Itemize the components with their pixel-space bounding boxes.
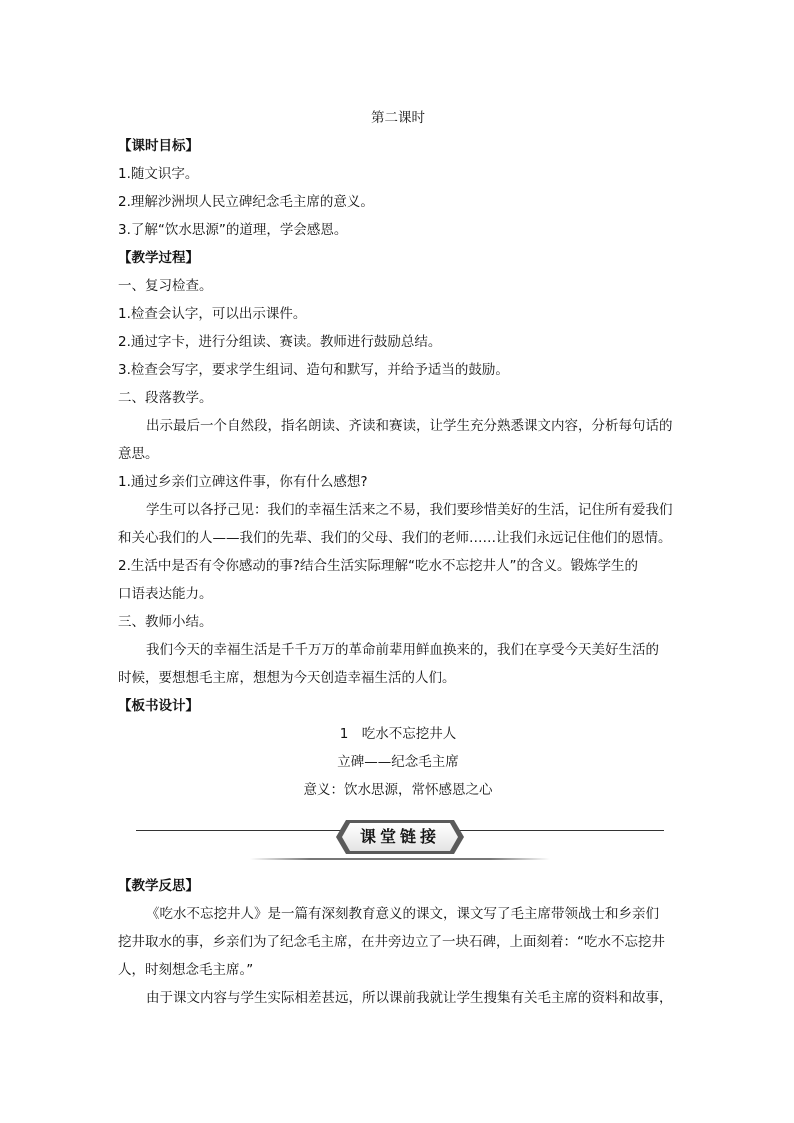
review-heading: 一、复习检查。 bbox=[118, 278, 213, 294]
board-heading: 【板书设计】 bbox=[118, 698, 199, 714]
paragraph-text: 学生可以各抒己见：我们的幸福生活来之不易，我们要珍惜美好的生活，记住所有爱我们 bbox=[146, 502, 673, 518]
review-item: 1.检查会认字，可以出示课件。 bbox=[118, 306, 307, 322]
goal-item: 1.随文识字。 bbox=[118, 166, 199, 182]
review-item: 3.检查会写字，要求学生组词、造句和默写，并给予适当的鼓励。 bbox=[118, 362, 509, 378]
paragraph-text: 意思。 bbox=[118, 446, 159, 462]
paragraph-text: 我们今天的幸福生活是千千万万的革命前辈用鲜血换来的，我们在享受今天美好生活的 bbox=[146, 642, 659, 658]
paragraph-text: 口语表达能力。 bbox=[118, 586, 213, 602]
paragraph-text: 挖井取水的事，乡亲们为了纪念毛主席，在井旁边立了一块石碑，上面刻着：“吃水不忘挖井 bbox=[118, 934, 665, 950]
question-item: 2.生活中是否有令你感动的事?结合生活实际理解“吃水不忘挖井人”的含义。锻炼学生的 bbox=[118, 558, 639, 574]
class-link-banner bbox=[130, 818, 670, 864]
paragraph-text: 人，时刻想念毛主席。” bbox=[118, 962, 254, 978]
paragraph-text: 《吃水不忘挖井人》是一篇有深刻教育意义的课文，课文写了毛主席带领战士和乡亲们 bbox=[146, 906, 659, 922]
banner-label: 课堂链接 bbox=[359, 827, 440, 846]
board-line: 立碑——纪念毛主席 bbox=[337, 754, 459, 770]
review-item: 2.通过字卡，进行分组读、赛读。教师进行鼓励总结。 bbox=[118, 334, 442, 350]
process-heading: 【教学过程】 bbox=[118, 250, 199, 266]
goals-heading: 【课时目标】 bbox=[118, 138, 199, 154]
paragraph-text: 和关心我们的人——我们的先辈、我们的父母、我们的老师……让我们永远记住他们的恩情。 bbox=[118, 530, 672, 546]
board-line: 1 吃水不忘挖井人 bbox=[339, 726, 457, 742]
page-title: 第二课时 bbox=[371, 110, 425, 126]
paragraph-text: 时候，要想想毛主席，想想为今天创造幸福生活的人们。 bbox=[118, 670, 456, 686]
question-item: 1.通过乡亲们立碑这件事，你有什么感想? bbox=[118, 474, 368, 490]
paragraph-text: 由于课文内容与学生实际相差甚远，所以课前我就让学生搜集有关毛主席的资料和故事， bbox=[146, 990, 673, 1006]
paragraph-text: 出示最后一个自然段，指名朗读、齐读和赛读，让学生充分熟悉课文内容，分析每句话的 bbox=[146, 418, 673, 434]
goal-item: 2.理解沙洲坝人民立碑纪念毛主席的意义。 bbox=[118, 194, 374, 210]
goal-item: 3.了解“饮水思源”的道理，学会感恩。 bbox=[118, 222, 348, 238]
board-line: 意义：饮水思源，常怀感恩之心 bbox=[303, 782, 493, 798]
summary-heading: 三、教师小结。 bbox=[118, 614, 213, 630]
banner-rule bbox=[250, 858, 550, 860]
paragraph-teaching-heading: 二、段落教学。 bbox=[118, 390, 213, 406]
reflection-heading: 【教学反思】 bbox=[118, 878, 199, 894]
